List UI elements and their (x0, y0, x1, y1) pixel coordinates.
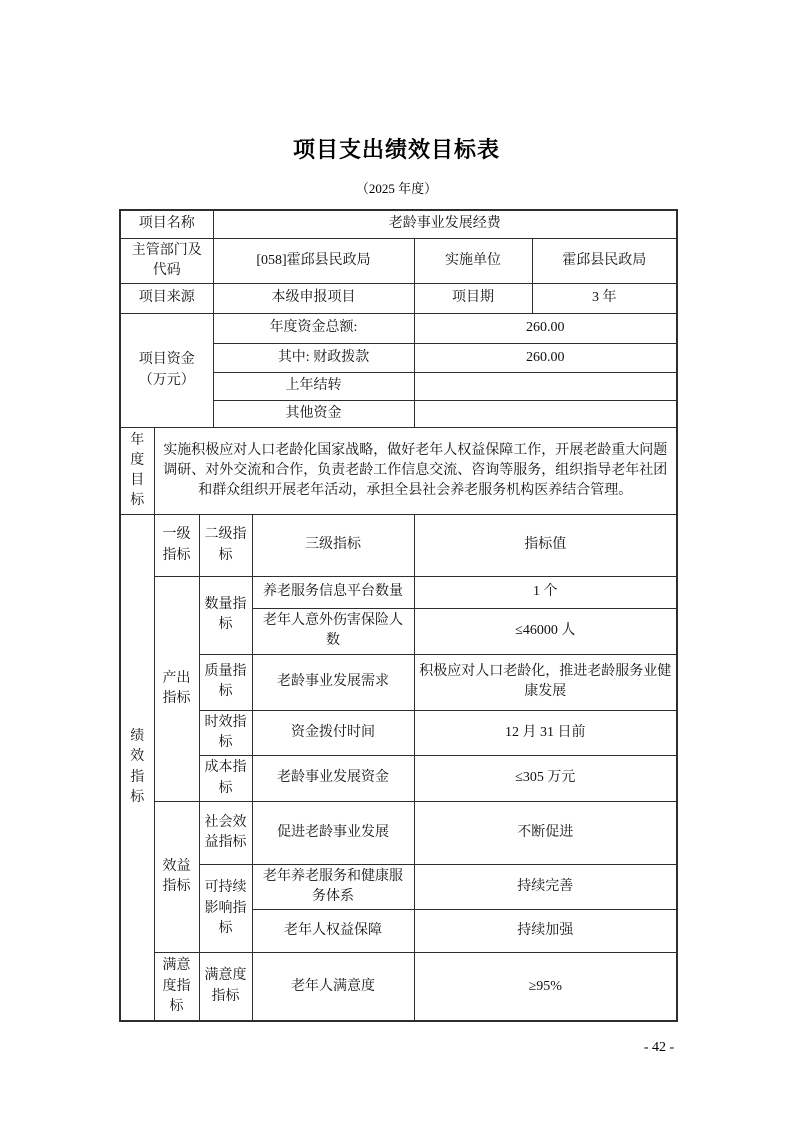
table-row (120, 210, 677, 238)
level1-satisfaction: 满意度指标 (154, 953, 199, 1021)
header-level3: 三级指标 (252, 515, 414, 577)
fund-carryover-label: 上年结转 (213, 373, 414, 401)
funds-label: 项目资金（万元） (120, 314, 213, 428)
table-row (120, 314, 677, 344)
indicator-value: 1 个 (414, 577, 677, 609)
indicator-name: 老龄事业发展需求 (252, 654, 414, 710)
indicator-value: 持续完善 (414, 864, 677, 910)
indicator-value: ≥95% (414, 953, 677, 1021)
table-row (120, 953, 677, 1021)
indicator-name: 资金拨付时间 (252, 710, 414, 756)
level2-social: 社会效益指标 (199, 801, 252, 864)
table-row (120, 577, 677, 609)
impl-unit-value: 霍邱县民政局 (532, 238, 677, 284)
table-row (120, 756, 677, 802)
indicator-value: ≤305 万元 (414, 756, 677, 802)
level2-timeliness: 时效指标 (199, 710, 252, 756)
fund-other-value (414, 401, 677, 428)
level2-cost: 成本指标 (199, 756, 252, 802)
header-level1: 一级指标 (154, 515, 199, 577)
indicator-name: 促进老龄事业发展 (252, 801, 414, 864)
indicator-value: 持续加强 (414, 910, 677, 953)
indicators-label: 绩效指标 (120, 515, 154, 1021)
header-level2: 二级指标 (199, 515, 252, 577)
performance-target-table (119, 209, 678, 1022)
indicator-value: 不断促进 (414, 801, 677, 864)
source-value: 本级申报项目 (213, 284, 414, 314)
source-label: 项目来源 (120, 284, 213, 314)
period-value: 3 年 (532, 284, 677, 314)
fund-fiscal-label: 其中: 财政拨款 (213, 344, 414, 373)
period-label: 项目期 (414, 284, 532, 314)
indicator-name: 老龄事业发展资金 (252, 756, 414, 802)
indicator-value: ≤46000 人 (414, 609, 677, 655)
annual-goal-label: 年度目标 (120, 428, 154, 515)
level2-sustainability: 可持续影响指标 (199, 864, 252, 953)
annual-goal-text: 实施积极应对人口老龄化国家战略，做好老年人权益保障工作，开展老龄重大问题调研、对外交流和合作，负责老龄工作信息交流、咨询等服务，组织指导老年社团和群众组织开展老年活动，承担全县社会养老服务机构医养结合管理。 (154, 428, 677, 515)
level2-satisfaction: 满意度指标 (199, 953, 252, 1021)
dept-label: 主管部门及代码 (120, 238, 213, 284)
fund-total-label: 年度资金总额: (213, 314, 414, 344)
fund-total-value: 260.00 (414, 314, 677, 344)
indicator-value: 12 月 31 日前 (414, 710, 677, 756)
project-name-value: 老龄事业发展经费 (213, 210, 677, 238)
fund-other-label: 其他资金 (213, 401, 414, 428)
level2-quality: 质量指标 (199, 654, 252, 710)
table-row (120, 864, 677, 910)
dept-value: [058]霍邱县民政局 (213, 238, 414, 284)
table-row (120, 284, 677, 314)
table-row (120, 710, 677, 756)
indicator-name: 老年人满意度 (252, 953, 414, 1021)
table-row (120, 654, 677, 710)
level1-benefit: 效益指标 (154, 801, 199, 953)
table-row (120, 801, 677, 864)
page-title: 项目支出绩效目标表 (292, 138, 500, 163)
indicator-name: 老年养老服务和健康服务体系 (252, 864, 414, 910)
fund-fiscal-value: 260.00 (414, 344, 677, 373)
header-value: 指标值 (414, 515, 677, 577)
project-name-label: 项目名称 (120, 210, 213, 238)
indicator-value: 积极应对人口老龄化，推进老龄服务业健康发展 (414, 654, 677, 710)
level2-quantity: 数量指标 (199, 577, 252, 655)
indicator-name: 老年人意外伤害保险人数 (252, 609, 414, 655)
table-row (120, 428, 677, 515)
fund-carryover-value (414, 373, 677, 401)
page-subtitle: （2025 年度） (355, 181, 438, 196)
table-row (120, 515, 677, 577)
table-row (120, 238, 677, 284)
level1-output: 产出指标 (154, 577, 199, 802)
page-number: - 42 - (643, 1040, 675, 1055)
impl-unit-label: 实施单位 (414, 238, 532, 284)
indicator-name: 养老服务信息平台数量 (252, 577, 414, 609)
indicator-name: 老年人权益保障 (252, 910, 414, 953)
